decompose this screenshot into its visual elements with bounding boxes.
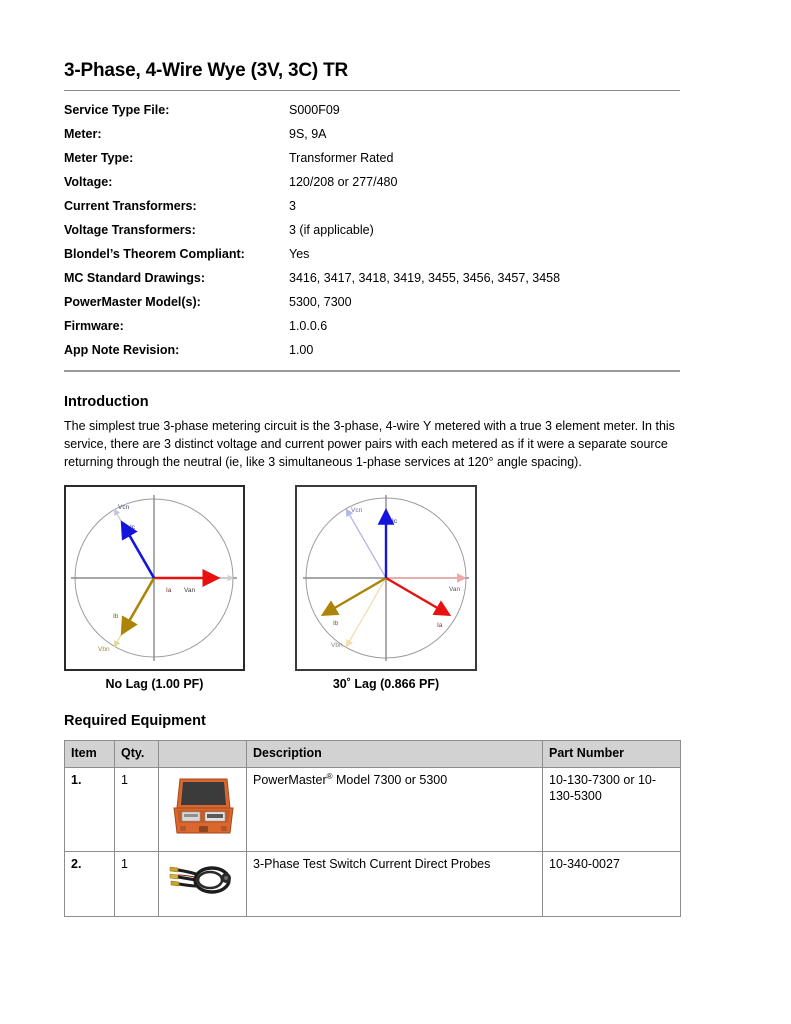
title-divider bbox=[64, 90, 680, 91]
phasor-diagram-30-lag bbox=[295, 485, 477, 671]
cell-part-number: 10-130-7300 or 10-130-5300 bbox=[543, 767, 681, 851]
column-header-description: Description bbox=[247, 740, 543, 767]
spec-row bbox=[64, 316, 680, 340]
spec-label: Blondel’s Theorem Compliant: bbox=[64, 246, 245, 261]
equipment-table bbox=[64, 740, 681, 917]
powermaster-case-photo-icon bbox=[166, 774, 240, 840]
page-content bbox=[64, 60, 680, 917]
spec-value: 1.0.0.6 bbox=[289, 318, 328, 333]
phasor-ib bbox=[326, 578, 386, 613]
column-header-item: Item bbox=[65, 740, 115, 767]
phasor-label-vbn: Vbn bbox=[331, 642, 343, 650]
spec-value: 3416, 3417, 3418, 3419, 3455, 3456, 3457, 3458 bbox=[289, 270, 561, 285]
phasor-ic bbox=[124, 526, 154, 578]
spec-label: Meter: bbox=[64, 126, 102, 141]
phasor-svg-no-lag bbox=[66, 487, 243, 669]
registered-mark-icon: ® bbox=[326, 771, 333, 781]
current-direct-probes-photo-icon bbox=[166, 858, 240, 902]
table-row bbox=[65, 767, 681, 851]
spec-row bbox=[64, 172, 680, 196]
cell-qty: 1 bbox=[115, 767, 159, 851]
spec-label: Service Type File: bbox=[64, 102, 170, 117]
spec-row bbox=[64, 220, 680, 244]
phasor-label-ib: Ib bbox=[333, 620, 339, 628]
description-text: 3-Phase Test Switch Current Direct Probes bbox=[253, 857, 491, 872]
phasor-diagram-no-lag bbox=[64, 485, 245, 671]
cell-description bbox=[247, 767, 543, 851]
phasor-label-van: Van bbox=[184, 587, 196, 595]
cell-description bbox=[247, 851, 543, 916]
spec-row bbox=[64, 244, 680, 268]
phasor-diagrams bbox=[64, 485, 680, 671]
column-header-image bbox=[159, 740, 247, 767]
description-text-suffix: Model 7300 or 5300 bbox=[332, 773, 448, 788]
spec-row bbox=[64, 124, 680, 148]
spec-row bbox=[64, 340, 680, 364]
spec-label: Voltage: bbox=[64, 174, 113, 189]
spec-value: S000F09 bbox=[289, 102, 340, 117]
spec-row bbox=[64, 268, 680, 292]
cell-item: 2. bbox=[65, 851, 115, 916]
required-equipment-section bbox=[64, 713, 680, 916]
cell-part-number: 10-340-0027 bbox=[543, 851, 681, 916]
equipment-heading: Required Equipment bbox=[64, 713, 206, 730]
cell-qty: 1 bbox=[115, 851, 159, 916]
phasor-svg-30-lag bbox=[297, 487, 475, 669]
spec-label: MC Standard Drawings: bbox=[64, 270, 205, 285]
diagram-captions bbox=[64, 677, 680, 691]
column-header-qty: Qty. bbox=[115, 740, 159, 767]
phasor-label-ib: Ib bbox=[113, 613, 119, 621]
phasor-ia bbox=[386, 578, 446, 613]
page-title: 3-Phase, 4-Wire Wye (3V, 3C) TR bbox=[64, 60, 349, 81]
spec-value: Transformer Rated bbox=[289, 150, 394, 165]
description-text: PowerMaster bbox=[253, 773, 327, 788]
spec-label: PowerMaster Model(s): bbox=[64, 294, 201, 309]
spec-label: App Note Revision: bbox=[64, 342, 180, 357]
caption-no-lag: No Lag (1.00 PF) bbox=[105, 677, 204, 692]
spec-value: 9S, 9A bbox=[289, 126, 327, 141]
phasor-label-vbn: Vbn bbox=[98, 646, 110, 654]
phasor-ib bbox=[124, 578, 154, 630]
spec-label: Meter Type: bbox=[64, 150, 134, 165]
introduction-paragraph: The simplest true 3-phase metering circuit is the 3-phase, 4-wire Y metered with a true 3 element meter. In this service, there are 3 distinct voltage and current power pairs with each metered as if it were a separate source returning through the neutral (ie, like 3 simultaneous 1-phase services at 120° angle spacing). bbox=[64, 419, 675, 469]
spec-row bbox=[64, 100, 680, 124]
specification-list bbox=[64, 100, 680, 364]
spec-value: 3 (if applicable) bbox=[289, 222, 374, 237]
cell-image bbox=[159, 767, 247, 851]
spec-label: Current Transformers: bbox=[64, 198, 197, 213]
spec-value: Yes bbox=[289, 246, 310, 261]
cell-item: 1. bbox=[65, 767, 115, 851]
spec-value: 1.00 bbox=[289, 342, 314, 357]
spec-value: 5300, 7300 bbox=[289, 294, 352, 309]
spec-row bbox=[64, 292, 680, 316]
equipment-header-row bbox=[65, 740, 681, 767]
phasor-label-ic: Ic bbox=[130, 524, 136, 532]
caption-30-lag: 30˚ Lag (0.866 PF) bbox=[332, 677, 440, 692]
spec-row bbox=[64, 196, 680, 220]
spec-value: 3 bbox=[289, 198, 296, 213]
table-row bbox=[65, 851, 681, 916]
spec-label: Firmware: bbox=[64, 318, 124, 333]
column-header-part-number: Part Number bbox=[543, 740, 681, 767]
spec-divider bbox=[64, 370, 680, 372]
phasor-label-ia: Ia bbox=[166, 587, 172, 595]
spec-label: Voltage Transformers: bbox=[64, 222, 196, 237]
spec-row bbox=[64, 148, 680, 172]
cell-image bbox=[159, 851, 247, 916]
phasor-label-ic: Ic bbox=[392, 518, 398, 526]
phasor-label-vcn: Vcn bbox=[118, 504, 130, 512]
phasor-label-vcn: Vcn bbox=[351, 507, 363, 515]
introduction-heading: Introduction bbox=[64, 393, 149, 410]
phasor-vcn bbox=[347, 510, 387, 578]
phasor-label-ia: Ia bbox=[437, 622, 443, 630]
phasor-label-van: Van bbox=[449, 586, 461, 594]
spec-value: 120/208 or 277/480 bbox=[289, 174, 398, 189]
